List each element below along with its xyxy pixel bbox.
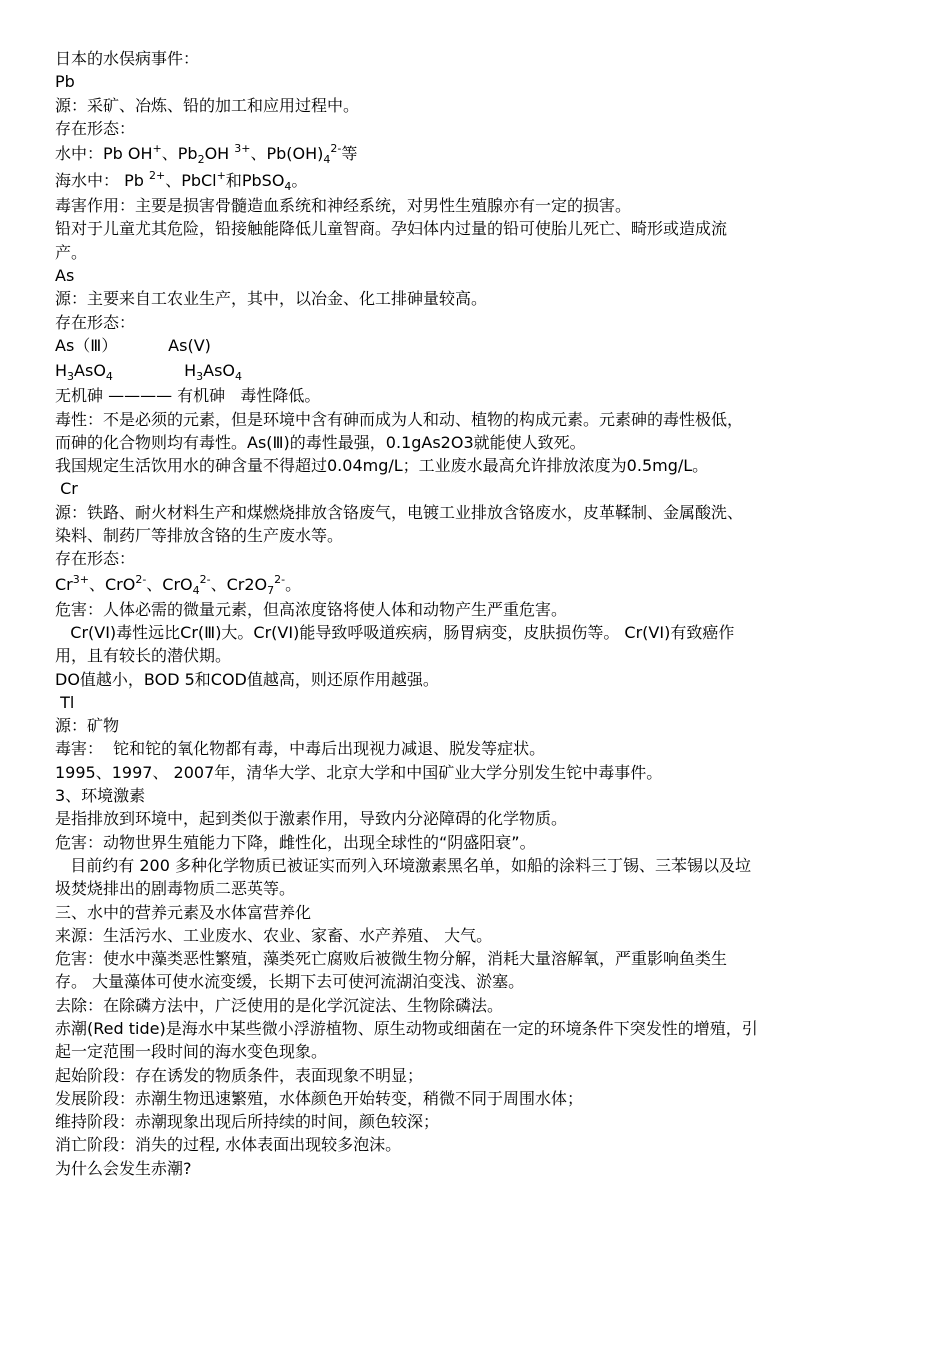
superscript: 2+	[148, 169, 166, 183]
subscript: 4	[192, 583, 200, 597]
text-line: 毒害： 铊和铊的氧化物都有毒，中毒后出现视力减退、脱发等症状。	[55, 739, 546, 759]
text-line: 危害：人体必需的微量元素，但高浓度铬将使人体和动物产生严重危害。	[55, 599, 568, 619]
text-line: 存。 大量藻体可使水流变缓，长期下去可使河流湖泊变浅、淤塞。	[55, 972, 525, 992]
text-line: 发展阶段：赤潮生物迅速繁殖，水体颜色开始转变，稍微不同于周围水体；	[55, 1088, 584, 1108]
text-run: 水中：Pb OH	[55, 144, 153, 164]
text-line	[55, 140, 891, 167]
superscript: 2-	[199, 572, 211, 586]
text-run: 等	[341, 144, 358, 164]
text-line: 无机砷 ———— 有机砷 毒性降低。	[55, 386, 321, 406]
text-line: As	[55, 266, 75, 286]
subscript: 4	[323, 153, 331, 167]
text-line: 用，且有较长的潜伏期。	[55, 646, 232, 666]
text-line: 源：采矿、冶炼、铅的加工和应用过程中。	[55, 95, 360, 115]
text-line	[55, 167, 891, 194]
text-line: Cr(VI)毒性远比Cr(Ⅲ)大。Cr(VI)能导致呼吸道疾病，肠胃病变，皮肤损伤等。 Cr(VI)有致癌作	[55, 622, 735, 642]
text-line	[55, 571, 891, 598]
superscript: 2-	[330, 142, 342, 156]
text-line: 毒性：不是必须的元素，但是环境中含有砷而成为人和动、植物的构成元素。元素砷的毒性极低，	[55, 409, 744, 429]
text-line: 维持阶段：赤潮现象出现后所持续的时间，颜色较深；	[55, 1112, 440, 1132]
text-line: 我国规定生活饮用水的砷含量不得超过0.04mg/L；工业废水最高允许排放浓度为0.5mg/L。	[55, 456, 709, 476]
subscript: 4	[105, 370, 113, 384]
text-line: 存在形态：	[55, 312, 136, 332]
text-line: 起始阶段：存在诱发的物质条件，表面现象不明显；	[55, 1065, 424, 1085]
text-line	[55, 357, 891, 384]
text-line: 危害：动物世界生殖能力下降，雌性化，出现全球性的“阴盛阳衰”。	[55, 832, 536, 852]
text-line: Cr	[55, 479, 78, 499]
superscript: 2-	[135, 572, 147, 586]
superscript: 3+	[72, 572, 89, 586]
text-run: 、Pb(OH)	[250, 144, 324, 164]
text-line: 圾焚烧排出的剧毒物质二恶英等。	[55, 879, 296, 899]
text-line: 1995、1997、 2007年，清华大学、北京大学和中国矿业大学分别发生铊中毒事件。	[55, 762, 663, 782]
text-line: 三、水中的营养元素及水体富营养化	[55, 902, 312, 922]
text-line: 源：主要来自工农业生产，其中，以冶金、化工排砷量较高。	[55, 289, 488, 309]
text-line: 存在形态：	[55, 549, 136, 569]
text-run: 海水中： Pb	[55, 171, 149, 191]
text-run: 、Pb	[161, 144, 198, 164]
superscript: +	[152, 142, 162, 156]
text-run: 和PbSO	[225, 171, 285, 191]
text-line: 是指排放到环境中，起到类似于激素作用，导致内分泌障碍的化学物质。	[55, 809, 568, 829]
superscript: 2-	[274, 572, 286, 586]
subscript: 3	[67, 370, 75, 384]
text-run: H	[55, 361, 68, 381]
text-line: 存在形态：	[55, 118, 136, 138]
text-line: Tl	[55, 692, 75, 712]
text-run: AsO	[74, 361, 106, 381]
text-line: 为什么会发生赤潮?	[55, 1158, 192, 1178]
text-line: 产。	[55, 242, 88, 262]
text-line: 毒害作用：主要是损害骨髓造血系统和神经系统，对男性生殖腺亦有一定的损害。	[55, 196, 632, 216]
text-run: 、CrO	[88, 574, 136, 594]
text-line: 而砷的化合物则均有毒性。As(Ⅲ)的毒性最强，0.1gAs2O3就能使人致死。	[55, 432, 586, 452]
text-line: 源：铁路、耐火材料生产和煤燃烧排放含铬废气，电镀工业排放含铬废水，皮革鞣制、金属酸洗、	[55, 502, 744, 522]
text-run: OH	[204, 144, 235, 164]
text-run: Cr	[55, 574, 73, 594]
text-line: 消亡阶段：消失的过程, 水体表面出现较多泡沫。	[55, 1135, 402, 1155]
text-run: 、Cr2O	[210, 574, 268, 594]
subscript: 7	[267, 583, 275, 597]
text-line: DO值越小，BOD 5和COD值越高，则还原作用越强。	[55, 669, 439, 689]
superscript: 3+	[234, 142, 251, 156]
text-line: As（Ⅲ） As(Ⅴ)	[55, 335, 211, 355]
subscript: 4	[235, 370, 243, 384]
superscript: +	[216, 169, 226, 183]
text-line: 目前约有 200 多种化学物质已被证实而列入环境激素黑名单，如船的涂料三丁锡、三苯锡以及垃	[55, 855, 751, 875]
text-run: 。	[291, 171, 308, 191]
text-line: 3、环境激素	[55, 786, 146, 806]
text-line: 源：矿物	[55, 716, 120, 736]
text-run: H	[112, 361, 197, 381]
text-line: 来源：生活污水、工业废水、农业、家畜、水产养殖、 大气。	[55, 925, 493, 945]
text-run: 、PbCl	[165, 171, 217, 191]
text-line: Pb	[55, 72, 75, 92]
text-line: 日本的水俣病事件：	[55, 49, 200, 68]
text-run: 。	[285, 574, 302, 594]
text-run: 、CrO	[146, 574, 193, 594]
text-line: 铅对于儿童尤其危险，铅接触能降低儿童智商。孕妇体内过量的铅可使胎儿死亡、畸形或造成流	[55, 219, 728, 239]
subscript: 2	[197, 153, 205, 167]
text-line: 起一定范围一段时间的海水变色现象。	[55, 1042, 328, 1062]
text-line: 危害：使水中藻类恶性繁殖，藻类死亡腐败后被微生物分解，消耗大量溶解氧，严重影响鱼类生	[55, 949, 728, 969]
text-run: AsO	[203, 361, 236, 381]
text-line: 去除：在除磷方法中，广泛使用的是化学沉淀法、生物除磷法。	[55, 995, 504, 1015]
text-line: 染料、制药厂等排放含铬的生产废水等。	[55, 526, 344, 546]
text-line: 赤潮(Red tide)是海水中某些微小浮游植物、原生动物或细菌在一定的环境条件下突发性的增殖，引	[55, 1018, 758, 1038]
subscript: 3	[196, 370, 204, 384]
subscript: 4	[284, 180, 292, 194]
